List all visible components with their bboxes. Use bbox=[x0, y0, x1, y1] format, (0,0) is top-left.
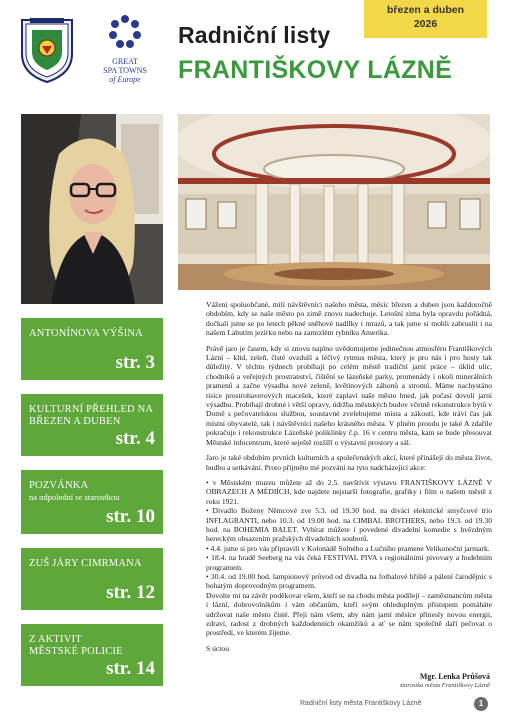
contents-card-title: POZVÁNKA bbox=[29, 480, 89, 491]
contents-card-title: Z AKTIVIT MĚSTSKÉ POLICIE bbox=[29, 634, 123, 657]
contents-card[interactable] bbox=[21, 470, 163, 534]
signature-name: Mgr. Lenka Průšová bbox=[419, 672, 490, 681]
issue-date-box bbox=[364, 0, 487, 38]
page-number: 1 bbox=[474, 697, 488, 711]
great-spa-towns-logo bbox=[88, 14, 162, 94]
closing-greeting: S úctou bbox=[206, 643, 229, 653]
editorial-paragraph: Jaro je také obdobím prvních kulturních a společenských akcí, které přinášejí do města život, hudbu a setkávání. Proto přijměte mé pozvání na tyto nadcházející akce: bbox=[206, 453, 492, 472]
town-name-title: FRANTIŠKOVY LÁZNĚ bbox=[178, 56, 453, 84]
contents-card-subtitle: na odpolední se starostkou bbox=[29, 492, 120, 502]
editorial-paragraph: Vážení spoluobčané, milí návštěvníci našeho města, měsíc březen a duben jsou každoročně obdobím, kdy se naše město po zimě znovu nadechuje. Letošní zima byla opravdu pořádná, dočkali jsme se po letech pěkné sněhové nadílky i mrazů, a tak jsme si mohli zabruslit i na našem Labutím jezírku nebo na zamrzlém rybníku Amerika. bbox=[206, 300, 492, 338]
spa-logo-line3: of Europe bbox=[109, 75, 141, 84]
contents-card[interactable] bbox=[21, 548, 163, 610]
contents-card-title: ZUŠ JÁRY CIMRMANA bbox=[29, 558, 142, 569]
colonnade-hall-photo bbox=[178, 114, 490, 290]
signature-block bbox=[330, 672, 490, 689]
contents-card-page: str. 12 bbox=[106, 582, 155, 603]
contents-card-page: str. 10 bbox=[106, 506, 155, 527]
editorial-paragraph: Dovolte mi na závěr poděkovat všem, kteří se na chodu města podílejí – zaměstnancům města i lázní, dobrovolníkům i vám občanům, kteří svým ohleduplným přístupem pomáháte udržovat naše město čisté. Přeji nám všem, aby nám jarní měsíce přinesly novou energii, zdraví, radost z drobných každodenních okamžiků a ať se nám společně daří pečovat o prostředí, ve kterém žijeme. bbox=[206, 590, 492, 638]
spa-logo-line1: GREAT bbox=[112, 57, 138, 66]
editorial-paragraph: Právě jaro je časem, kdy si znovu naplno uvědomujeme jedinečnou atmosféru Františkových Lázní – klid, zeleň, čisté ovzduší a léčivý rytmus města, který je pro nás i pro hosty tak důležitý. V těchto týdnech probíhají po celém městě tradiční jarní práce – úklid ulic, chodníků a veřejných prostranství, čištění se lázeňské parky, promenády i okolí minerálních pramenů a začne výsadba nové zeleně, květinových záhonů a stromů. Máme nachystáno tisíce prostrohaverových macešek, které zaplaví naše město hned, jak počasí dovolí jarní výsadbu. Probíhají drobné i větší opravy, údržba městských budov včetně rekonstrukce bytů v Domě s pečovatelskou službou, soustavné zvelebujeme místa a zákoutí, kde tráví čas jak místní obyvatelé, tak i návštěvníci našeho krásného města. V plném proudu je také A zdařile pokračuje i rekonstrukce Lázeňské poliklinky č.p. 16 v centru města, kam se bude přesouvat Městské infocentrum, které seještě rozšíří o výstavní prostory a sál. bbox=[206, 343, 492, 447]
town-crest-icon bbox=[18, 16, 76, 84]
contents-card-title: ANTONÍNOVA VÝŠINA bbox=[29, 328, 143, 339]
issue-months: březen a duben bbox=[386, 4, 464, 16]
flower-emblem-icon bbox=[108, 14, 142, 50]
contents-card[interactable] bbox=[21, 394, 163, 456]
event-list-item: • v Městském muzeu můžete až do 2.5. navštívit výstavu FRANTIŠKOVY LÁZNĚ V OBRAZECH A MÉDIÍCH, kde najdete nejstarší fotografie, grafiky i film o našem městě z roku 1921. bbox=[206, 477, 492, 506]
contents-card-page: str. 3 bbox=[115, 352, 155, 373]
footer-text: Radniční listy města Františkovy Lázně bbox=[300, 700, 422, 707]
contents-card-page: str. 4 bbox=[115, 428, 155, 449]
signature-role: starostka města Františkovy Lázně bbox=[399, 682, 490, 689]
issue-year: 2026 bbox=[413, 18, 438, 30]
contents-sidebar bbox=[21, 318, 163, 722]
event-list-item: • 4.4. jsme si pro vás připravili v Kolonádě Solného a Lučního pramene Velikonoční jarmark. bbox=[206, 543, 490, 553]
newsletter-title: Radniční listy bbox=[178, 22, 331, 48]
mayor-editorial bbox=[206, 300, 492, 659]
contents-card[interactable] bbox=[21, 624, 163, 686]
event-list-item: • Divadlo Boženy Němcové zve 5.3. od 19.30 hod. na diváci elektrické smyčcové trio INFLAGRANTI, nebo 10.3. od 19.00 hod. na CIMBAL BROTHERS, nebo 19.3. od 19.30 hod. na BOHEMIA BALET. Vybírat můžete i povedené divadelní komedie s hvězdným hereckým obsazením pražských divadelních souborů. bbox=[206, 506, 492, 544]
event-list-item: • 30.4. od 19.00 hod. lampionový průvod od divadla na fotbalové hřiště a pálení čarodějnic s bohatým doprovodným programem. bbox=[206, 571, 492, 591]
contents-card[interactable] bbox=[21, 318, 163, 380]
mayor-portrait-photo bbox=[21, 114, 163, 304]
contents-card-title: KULTURNÍ PŘEHLED NA BŘEZEN A DUBEN bbox=[29, 404, 153, 427]
spa-logo-line2: SPA TOWNS bbox=[103, 66, 147, 75]
event-list-item: • 18.4. na hradě Seeberg na vás čeká FESTIVAL PIVA s regionálními pivovary a hudebním programem. bbox=[206, 553, 492, 572]
contents-card-page: str. 14 bbox=[106, 658, 155, 679]
